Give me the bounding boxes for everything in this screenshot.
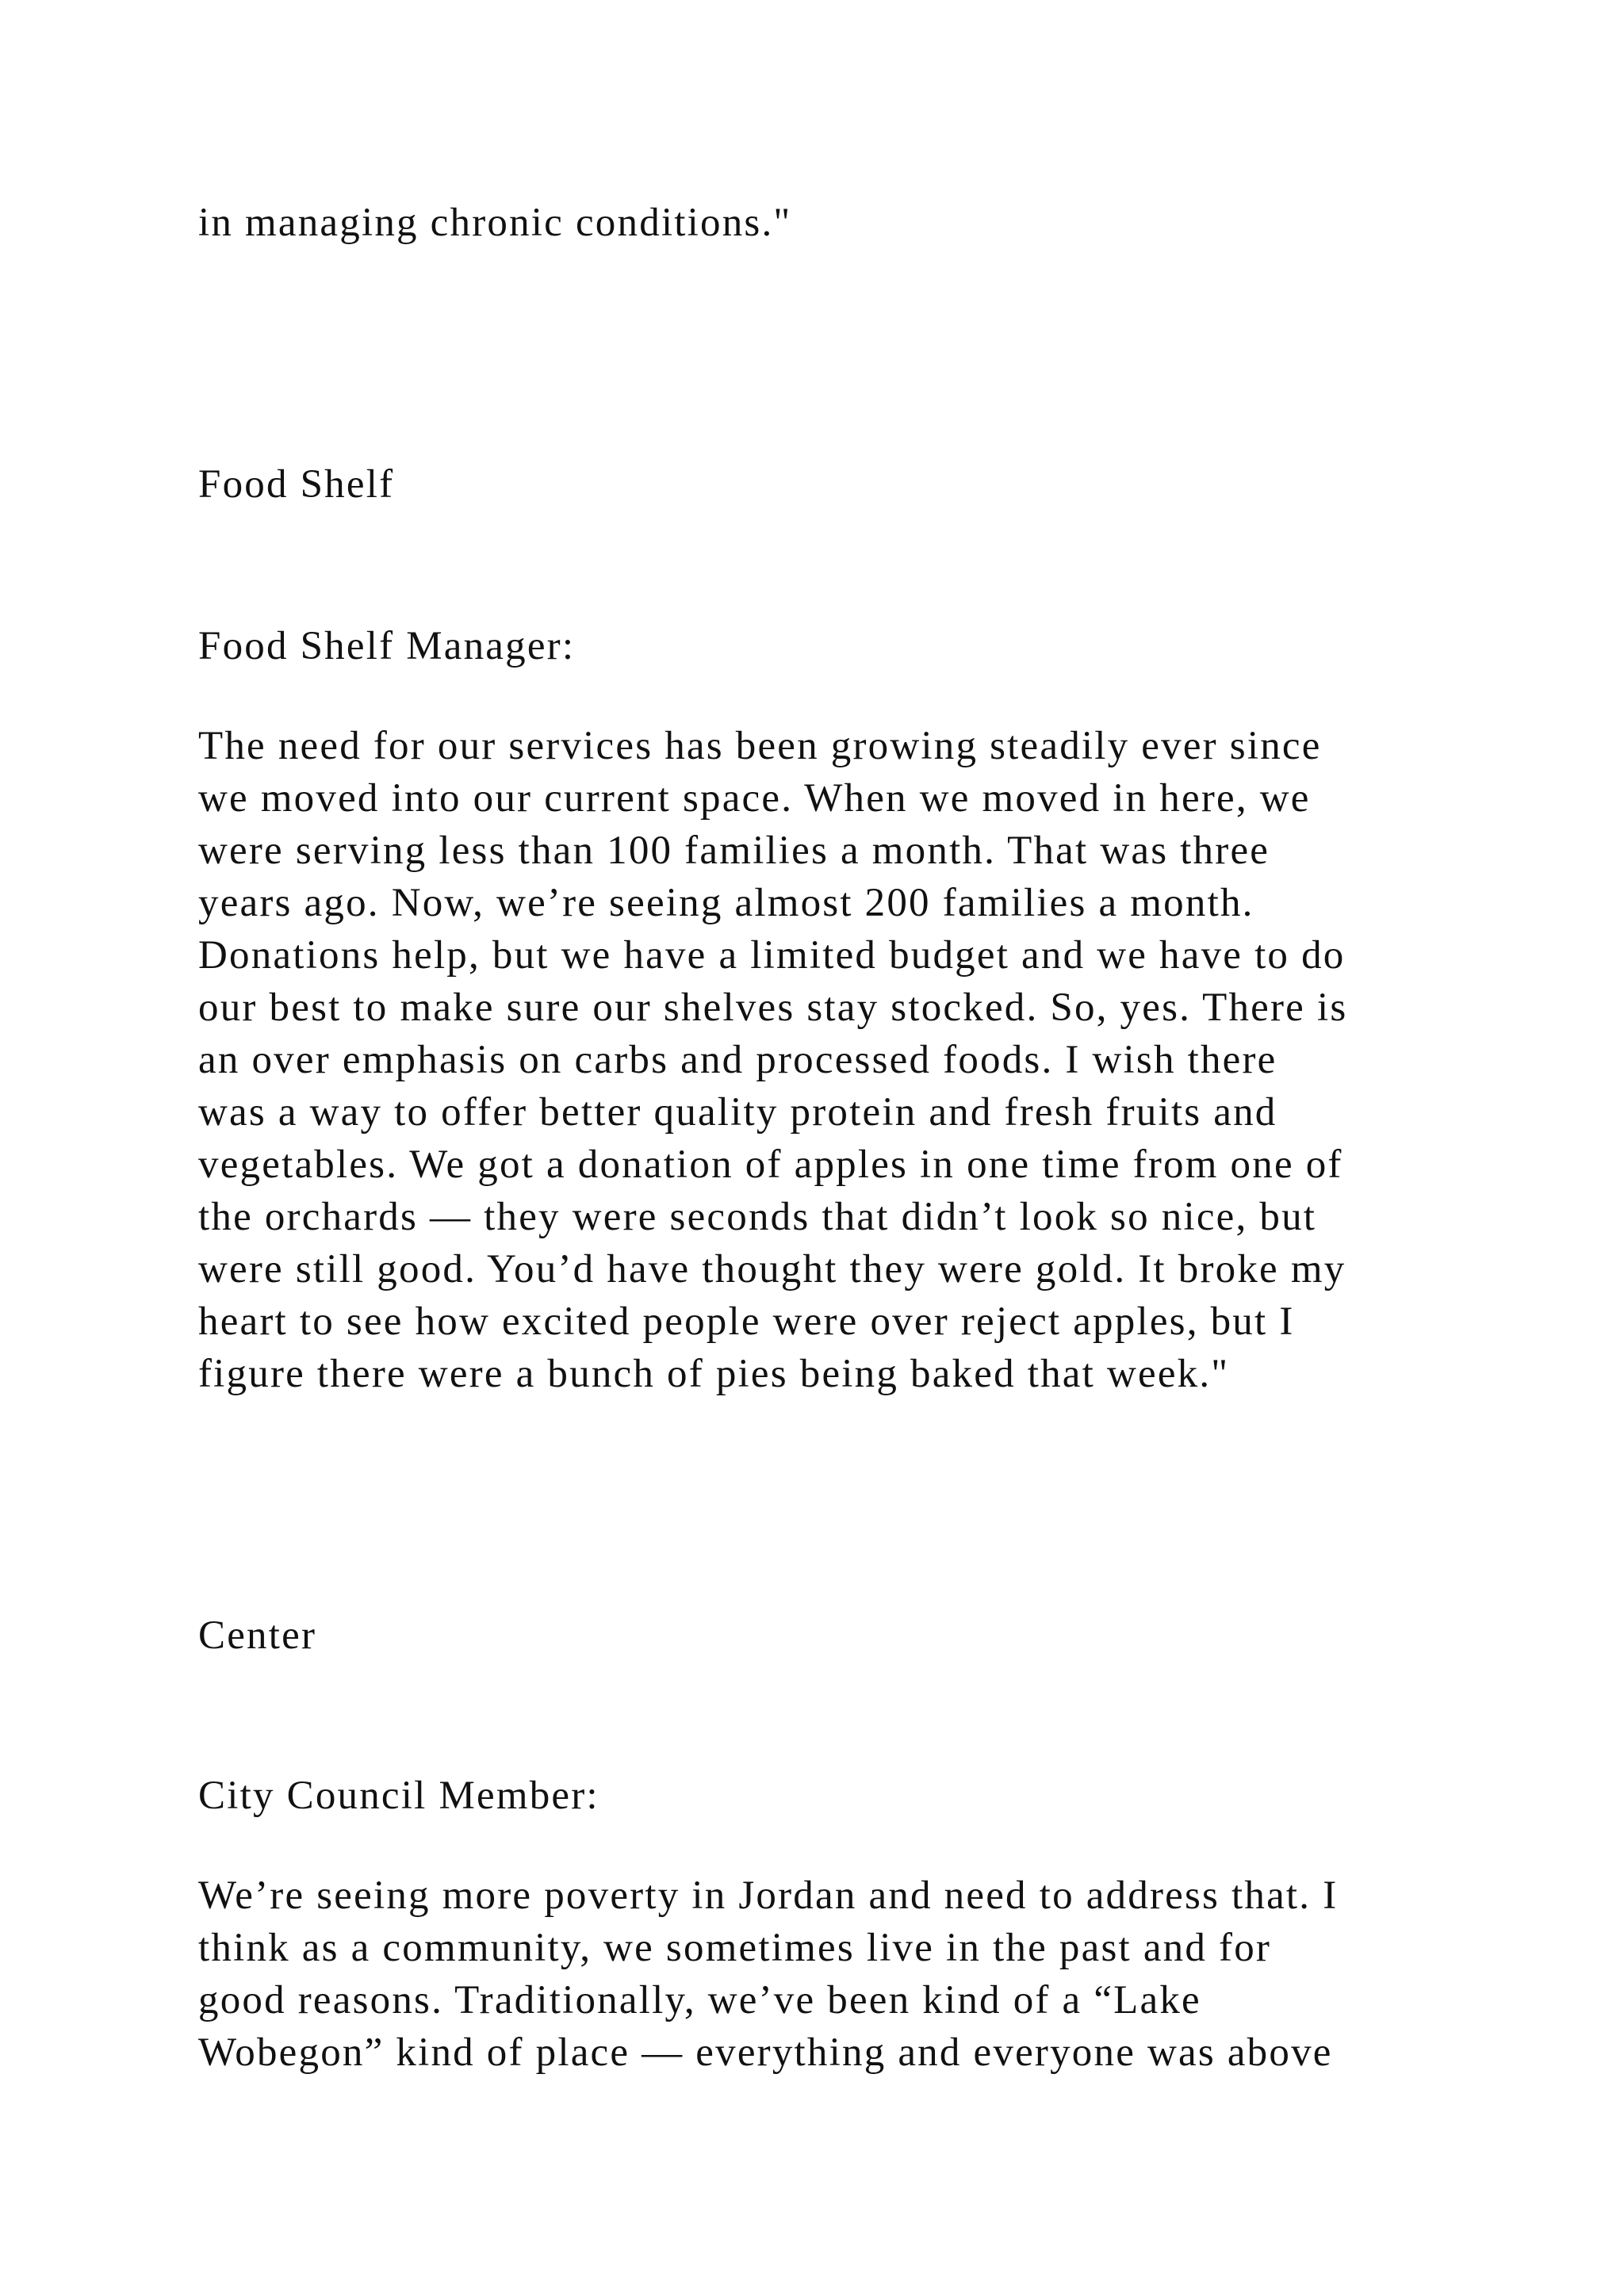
section-heading-center: Center — [198, 1613, 317, 1658]
paragraph-line: was a way to offer better quality protein and fresh fruits and — [198, 1090, 1277, 1135]
paragraph-line: good reasons. Traditionally, we’ve been kind of a “Lake — [198, 1978, 1201, 2022]
paragraph-line: the orchards — they were seconds that didn’t look so nice, but — [198, 1195, 1317, 1239]
city-council-member-paragraph — [198, 1869, 1338, 2079]
paragraph-line: The need for our services has been growing steadily ever since — [198, 724, 1322, 768]
paragraph-line: our best to make sure our shelves stay stocked. So, yes. There is — [198, 985, 1348, 1030]
paragraph-line: figure there were a bunch of pies being baked that week." — [198, 1352, 1230, 1396]
paragraph-line: vegetables. We got a donation of apples in one time from one of — [198, 1142, 1343, 1187]
paragraph-line: heart to see how excited people were over reject apples, but I — [198, 1299, 1295, 1344]
paragraph-line: were still good. You’d have thought they were gold. It broke my — [198, 1247, 1346, 1292]
paragraph-line: we moved into our current space. When we moved in here, we — [198, 776, 1311, 821]
paragraph-line: We’re seeing more poverty in Jordan and need to address that. I — [198, 1873, 1339, 1918]
speaker-label-food-shelf-manager: Food Shelf Manager: — [198, 624, 576, 668]
paragraph-line: were serving less than 100 families a month. That was three — [198, 828, 1270, 873]
food-shelf-manager-paragraph — [198, 720, 1347, 1400]
speaker-label-city-council-member: City Council Member: — [198, 1774, 599, 1818]
paragraph-line: an over emphasis on carbs and processed foods. I wish there — [198, 1038, 1277, 1082]
opening-line: in managing chronic conditions." — [198, 201, 792, 245]
paragraph-line: Wobegon” kind of place — everything and everyone was above — [198, 2030, 1333, 2075]
paragraph-line: years ago. Now, we’re seeing almost 200 families a month. — [198, 881, 1254, 925]
paragraph-line: Donations help, but we have a limited budget and we have to do — [198, 933, 1346, 978]
section-heading-food-shelf: Food Shelf — [198, 462, 395, 507]
paragraph-line: think as a community, we sometimes live in the past and for — [198, 1926, 1272, 1970]
